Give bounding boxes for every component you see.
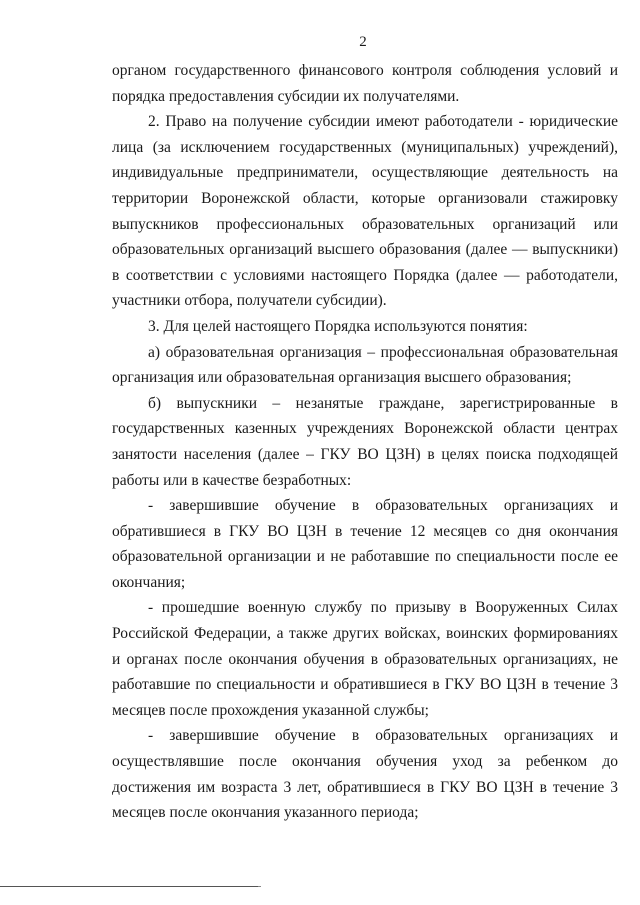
document-body bbox=[112, 58, 618, 826]
subitem-a: а) образовательная организация – профессиональная образовательная организация или образовательная организация высшего образования; bbox=[112, 343, 618, 387]
list-item-military-service: - прошедшие военную службу по призыву в Вооруженных Силах Российской Федерации, а также других войсках, воинских формированиях и органах после окончания обучения в образовательных организациях, не работавшие по специальности и обратившиеся в ГКУ ВО ЦЗН в течение 3 месяцев после прохождения указанной службы; bbox=[112, 599, 618, 719]
paragraph-item-2: 2. Право на получение субсидии имеют работодатели - юридические лица (за исключением государственных (муниципальных) учреждений), индивидуальные предприниматели, осуществляющие деятельность на территории Воронежской области, которые организовали стажировку выпускников профессиональных образовательных организаций или образовательных организаций высшего образования (далее — выпускники) в соответствии с условиями настоящего Порядка (далее — работодатели, участники отбора, получатели субсидии). bbox=[112, 113, 618, 310]
subitem-b: б) выпускники – незанятые граждане, зарегистрированные в государственных казенных учреждениях Воронежской области центрах занятости населения (далее – ГКУ ВО ЦЗН) в целях поиска подходящей работы или в качестве безработных: bbox=[112, 394, 618, 489]
list-item-childcare: - завершившие обучение в образовательных организациях и осуществлявшие после окончания обучения уход за ребенком до достижения им возраста 3 лет, обратившиеся в ГКУ ВО ЦЗН в течение 3 месяцев после окончания указанного периода; bbox=[112, 727, 618, 822]
page-number: 2 bbox=[359, 34, 367, 50]
paragraph-continuation: органом государственного финансового контроля соблюдения условий и порядка предоставления субсидии их получателями. bbox=[112, 62, 618, 105]
footer-divider bbox=[0, 886, 258, 887]
footer-divider-tail bbox=[258, 886, 261, 887]
list-item-graduates: - завершившие обучение в образовательных организациях и обратившиеся в ГКУ ВО ЦЗН в течение 12 месяцев со дня окончания образовательной организации и не работавшие по специальности после ее окончания; bbox=[112, 497, 618, 591]
paragraph-item-3: 3. Для целей настоящего Порядка используются понятия: bbox=[148, 317, 528, 335]
